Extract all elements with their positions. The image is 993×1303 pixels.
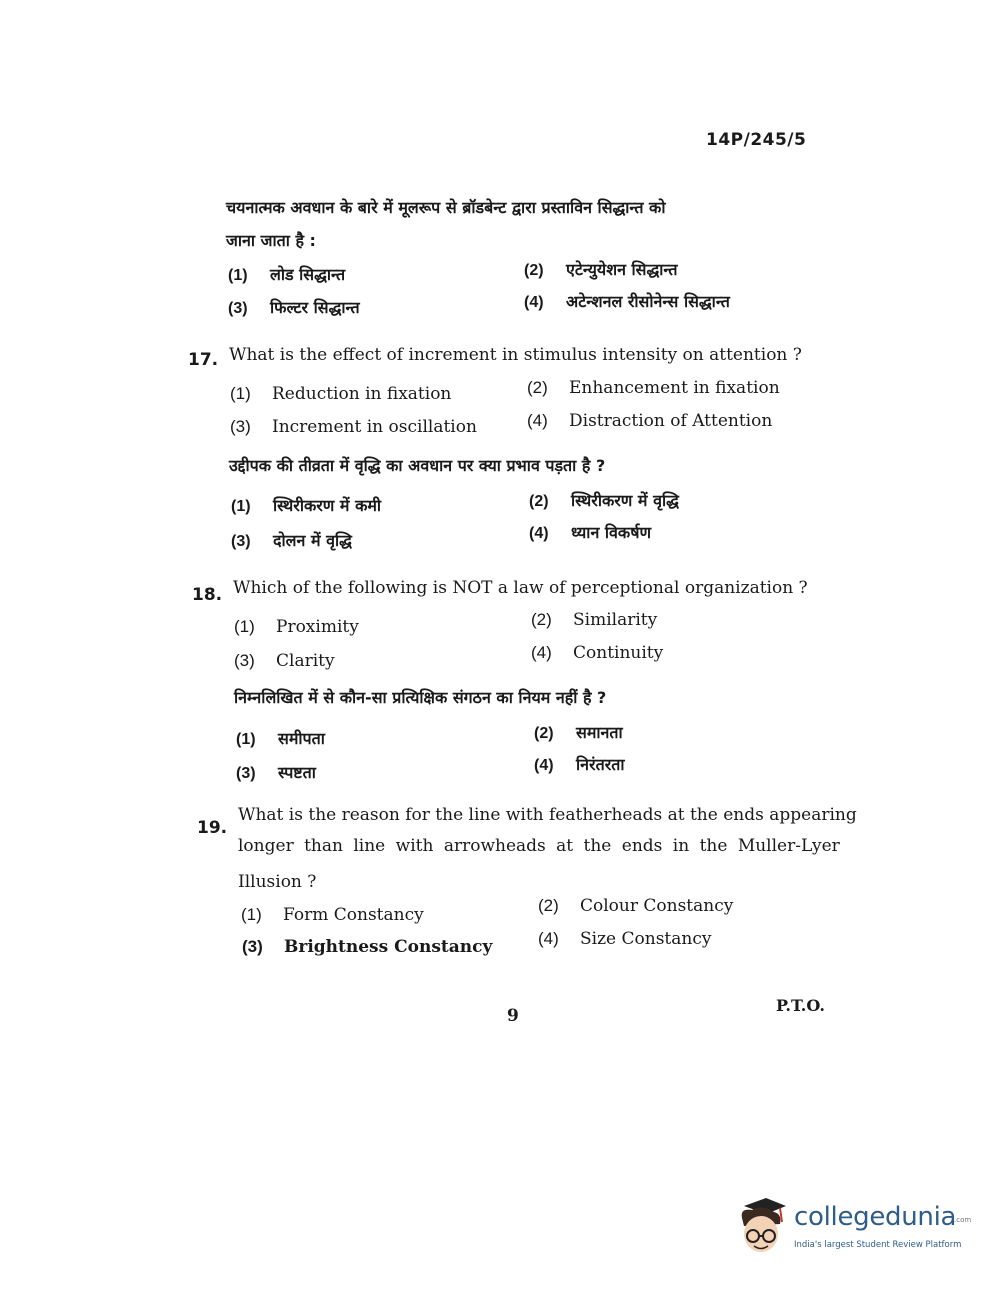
q16-hindi-option-2 <box>524 258 677 280</box>
option-number: (1) <box>228 267 248 284</box>
option-number: (4) <box>529 525 549 542</box>
option-number: (4) <box>534 757 554 774</box>
option-text: लोड सिद्धान्त <box>270 265 346 284</box>
option-number: (2) <box>529 493 549 510</box>
q18-option-1 <box>234 617 359 637</box>
option-number: (2) <box>538 896 559 915</box>
option-number: (2) <box>534 725 554 742</box>
option-text: अटेन्शनल रीसोनेन्स सिद्धान्त <box>566 292 730 311</box>
option-text: स्थिरीकरण में कमी <box>273 496 382 515</box>
q18-hindi-option-1 <box>236 727 325 749</box>
page-code: 14P/245/5 <box>706 130 807 150</box>
option-text: Continuity <box>573 643 664 663</box>
q18-option-4 <box>531 643 663 663</box>
option-text: निरंतरता <box>576 755 625 774</box>
q17-option-3 <box>230 417 477 437</box>
pto-label: P.T.O. <box>776 996 825 1015</box>
option-number: (2) <box>524 262 544 279</box>
option-text: Distraction of Attention <box>569 411 773 431</box>
q17-hindi-text: उद्दीपक की तीव्रता में वृद्धि का अवधान पर क्या प्रभाव पड़ता है ? <box>229 456 606 475</box>
option-text: Clarity <box>276 651 335 671</box>
q17-option-1 <box>230 384 451 404</box>
option-number: (1) <box>234 617 255 636</box>
q18-hindi-option-2 <box>534 721 623 743</box>
option-number: (3) <box>236 765 256 782</box>
q16-hindi-option-4 <box>524 290 730 312</box>
q18-hindi-option-3 <box>236 761 316 783</box>
q19-text-line3: Illusion ? <box>238 872 317 892</box>
q17-option-4 <box>527 411 772 431</box>
option-text: Similarity <box>573 610 658 630</box>
student-mascot-icon <box>736 1196 788 1258</box>
option-text: समानता <box>576 723 623 742</box>
q16-hindi-option-1 <box>228 263 345 285</box>
logo-tagline: India's largest Student Review Platform <box>794 1240 962 1250</box>
q19-option-2 <box>538 896 733 916</box>
q18-text: Which of the following is NOT a law of perceptional organization ? <box>233 578 808 598</box>
option-text: फिल्टर सिद्धान्त <box>270 298 360 317</box>
logo-name: collegedunia <box>794 1202 957 1232</box>
option-number: (1) <box>236 731 256 748</box>
page-number: 9 <box>507 1006 519 1026</box>
logo-domain: .com <box>954 1216 972 1224</box>
option-text: Reduction in fixation <box>272 384 452 404</box>
q19-number: 19. <box>197 818 228 838</box>
q18-option-2 <box>531 610 657 630</box>
q17-hindi-option-4 <box>529 521 651 543</box>
q19-text-line2: longer than line with arrowheads at the ends in the Muller-Lyer <box>238 836 840 856</box>
option-number: (3) <box>231 533 251 550</box>
q17-option-2 <box>527 378 780 398</box>
q16-hindi-line1: चयनात्मक अवधान के बारे में मूलरूप से ब्रॉडबेन्ट द्वारा प्रस्ताविन सिद्धान्त को <box>226 198 666 217</box>
q16-hindi-line2: जाना जाता है : <box>226 231 316 250</box>
option-text: Form Constancy <box>283 905 424 925</box>
option-text: Enhancement in fixation <box>569 378 780 398</box>
collegedunia-logo <box>736 1196 972 1266</box>
option-text: ध्यान विकर्षण <box>571 523 652 542</box>
option-text: एटेन्युयेशन सिद्धान्त <box>566 260 678 279</box>
option-number: (2) <box>527 378 548 397</box>
q17-hindi-option-2 <box>529 489 679 511</box>
option-text: Brightness Constancy <box>284 937 493 957</box>
option-number: (1) <box>231 498 251 515</box>
q18-hindi-text: निम्नलिखित में से कौन-सा प्रत्यिक्षिक संगठन का नियम नहीं है ? <box>234 688 607 707</box>
q18-hindi-option-4 <box>534 753 625 775</box>
option-text: Increment in oscillation <box>272 417 477 437</box>
option-number: (4) <box>524 294 544 311</box>
option-number: (2) <box>531 610 552 629</box>
q19-option-1 <box>241 905 424 925</box>
option-number: (3) <box>234 651 255 670</box>
q18-option-3 <box>234 651 335 671</box>
option-text: स्थिरीकरण में वृद्धि <box>571 491 679 510</box>
q18-number: 18. <box>192 585 223 605</box>
q17-text: What is the effect of increment in stimulus intensity on attention ? <box>229 345 802 365</box>
option-number: (3) <box>228 300 248 317</box>
option-text: समीपता <box>278 729 325 748</box>
q17-hindi-option-1 <box>231 494 381 516</box>
q19-option-3 <box>242 937 492 957</box>
q19-text-line1: What is the reason for the line with featherheads at the ends appearing <box>238 805 857 825</box>
q19-option-4 <box>538 929 711 949</box>
option-text: दोलन में वृद्धि <box>273 531 352 550</box>
q17-number: 17. <box>188 350 219 370</box>
option-text: स्पष्टता <box>278 763 316 782</box>
option-number: (3) <box>242 937 263 956</box>
option-text: Size Constancy <box>580 929 712 949</box>
option-number: (4) <box>527 411 548 430</box>
option-number: (1) <box>230 384 251 403</box>
option-number: (4) <box>531 643 552 662</box>
option-text: Proximity <box>276 617 359 637</box>
q17-hindi-option-3 <box>231 529 352 551</box>
option-number: (4) <box>538 929 559 948</box>
q16-hindi-option-3 <box>228 296 360 318</box>
option-number: (3) <box>230 417 251 436</box>
option-text: Colour Constancy <box>580 896 734 916</box>
option-number: (1) <box>241 905 262 924</box>
